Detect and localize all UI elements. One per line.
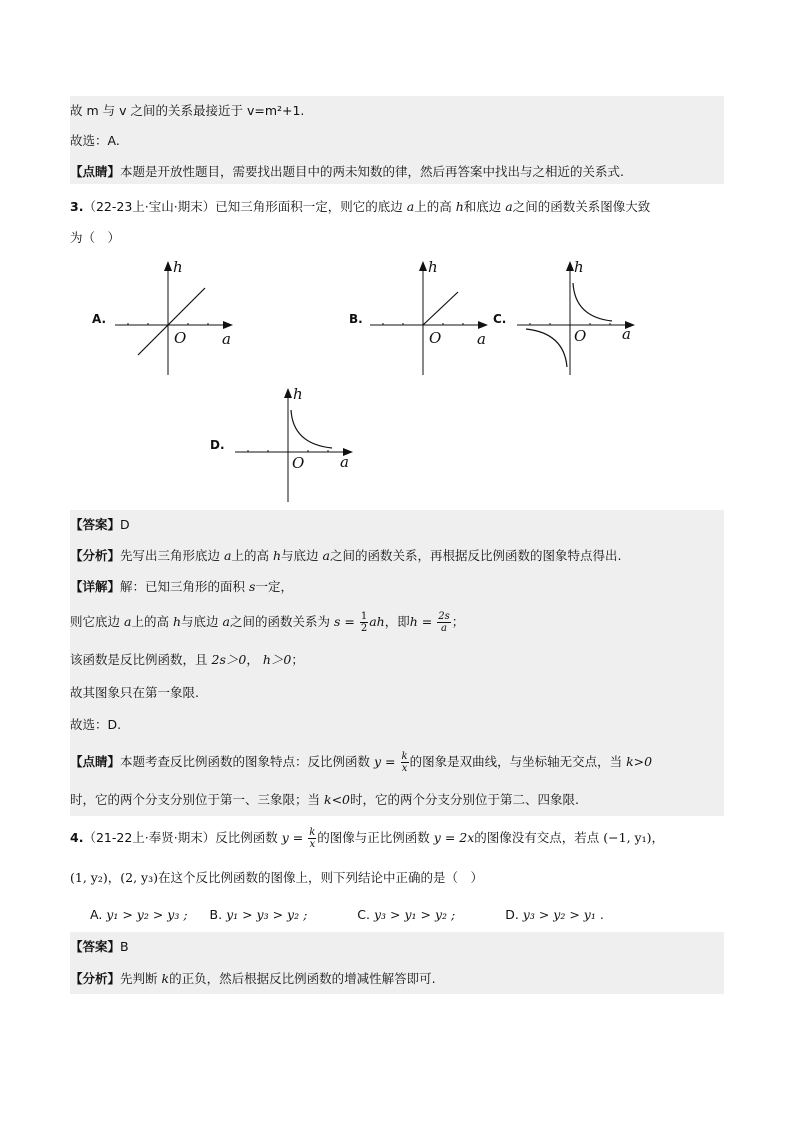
q3-stem-line2: 为（ ） [70,230,121,245]
text: 该函数是反比例函数，且 [70,652,208,667]
q3-stem-part: 之间的函数关系图像大致 [512,199,651,214]
text: 之间的函数关系为 [229,614,330,629]
fraction-k-x [401,751,409,774]
text: 反比例函数 [215,830,278,845]
eq-s: s = [333,614,355,629]
q3-source: （22-23上·宝山·期末） [83,199,216,214]
option-text: y₁ > y₂ > y₃ ; [106,907,188,922]
frac-num: k [309,827,316,838]
var-a: a [322,548,330,563]
q4-option-b [210,907,308,922]
option-label: A. [90,907,103,922]
q3-dianjing-line2 [70,790,579,810]
q3-analysis [70,546,621,566]
eq-y: y = [374,754,396,769]
frac-num: k [401,751,408,762]
text: 先判断 [120,971,158,986]
q4-option-c [357,907,455,922]
fraction-2s-a [437,611,451,634]
origin-label: O [174,329,187,347]
origin-label: O [429,329,442,347]
var-h: h [172,614,182,629]
q3-dianjing [70,751,652,774]
q2-conclusion: 故 m 与 v 之间的关系最接近于 v=m²+1. [70,103,305,118]
axis-a-label: a [622,325,631,343]
q3-stem-part: 上的高 [414,199,452,214]
text: 在这个反比例函数的图像上，则下列结论中正确的是（ ） [157,870,483,885]
var-k: k [161,971,170,986]
text: ， [246,652,259,667]
analysis-label: 【分析】 [70,548,121,563]
dianjing-label: 【点睛】 [70,754,121,769]
frac-den: a [440,623,447,634]
frac-den: x [401,763,408,774]
text: 与底边 [181,614,219,629]
origin-label: O [292,454,305,472]
text: ， [107,870,121,885]
axis-a-label: a [477,330,486,348]
option-label: B. [209,907,223,922]
q4-answer [70,937,129,957]
var-a: a [124,614,132,629]
ineq-h: h＞0 [262,652,292,667]
text: 与底边 [281,548,319,563]
axis-h-label: h [173,258,183,276]
axis-h-label: h [428,258,438,276]
answer-label: 【答案】 [70,517,121,532]
q3-detail [70,577,293,597]
answer-label: 【答案】 [70,939,121,954]
eq-y: y = [281,830,304,845]
option-text: y₃ > y₂ > y₁ . [522,907,604,922]
eq-ah: ah [369,614,385,629]
axis-a-label: a [340,453,349,471]
detail-label: 【详解】 [70,579,121,594]
q3-stem [70,197,650,217]
var-a: a [222,614,230,629]
q4-source: （21-22上·奉贤·期末） [83,830,216,845]
text: ； [291,652,304,667]
q3-option-d-label: D. [210,438,225,452]
text: 解：已知三角形的面积 [120,579,246,594]
q3-stem-part: 已知三角形面积一定，则它的底边 [215,199,403,214]
option-text: y₁ > y₃ > y₂ ; [226,907,308,922]
var-h: h [455,199,464,214]
q4-stem [70,827,664,850]
option-label: D. [505,907,519,922]
graph-option-c [512,255,642,380]
text: 本题考查反比例函数的图象特点：反比例函数 [120,754,371,769]
q3-choice: 故选：D. [70,717,122,732]
ineq-k-neg: k<0 [324,792,351,807]
graph-option-d [230,382,360,507]
point-3: (2, y₃) [120,870,158,885]
text: 一定， [255,579,293,594]
text: 时，它的两个分支分别位于第一、三象限；当 [70,792,321,807]
text: 之间的函数关系，再根据反比例函数的图象特点得出. [329,548,622,563]
origin-label: O [574,327,587,345]
var-s: s [249,579,256,594]
frac-den: 2 [360,623,368,634]
fraction-k-x [308,827,316,850]
q3-detail-line3 [70,650,304,670]
text: 先写出三角形底边 [120,548,221,563]
eq-2x: y = 2x [433,830,475,845]
frac-den: x [309,839,316,850]
analysis-label: 【分析】 [70,971,121,986]
point-1: (−1, y₁) [603,830,652,845]
dianjing-label: 【点睛】 [70,164,121,179]
text: 时，它的两个分支分别位于第二、四象限. [350,792,579,807]
q3-option-c-label: C. [493,312,507,326]
q3-detail-formula [70,611,464,634]
answer-value: B [120,939,129,954]
text: 则它底边 [70,614,121,629]
answer-value: D [120,517,130,532]
var-a: a [406,199,415,214]
eq-h: h = [409,614,433,629]
option-label: C. [357,907,370,922]
q3-detail-line4: 故其图象只在第一象限. [70,685,199,700]
q2-choice: 故选：A. [70,133,120,148]
frac-num: 2s [438,611,450,622]
text: ，即 [384,614,410,629]
text: ， [651,830,665,845]
q4-options [90,905,604,925]
point-2: (1, y₂) [70,870,108,885]
graph-option-b [365,255,495,380]
q4-stem-line2 [70,868,483,888]
var-h: h [272,548,282,563]
text: 的图象是双曲线，与坐标轴无交点，当 [409,754,623,769]
text: 的图像没有交点，若点 [474,830,600,845]
ineq-2s: 2s＞0 [211,652,247,667]
q3-option-a-label: A. [92,312,107,326]
frac-num: 1 [360,611,368,622]
axis-h-label: h [293,385,303,403]
q4-option-d [505,907,604,922]
text: 的正负，然后根据反比例函数的增减性解答即可. [169,971,436,986]
q2-dianjing [70,162,624,182]
q3-option-b-label: B. [349,312,363,326]
text: 上的高 [231,548,269,563]
fraction-half [360,611,368,634]
q4-option-a [90,907,188,922]
q4-number: 4. [70,830,84,845]
q3-stem-part: 和底边 [463,199,502,214]
q3-answer [70,515,130,535]
dianjing-text: 本题是开放性题目，需要找出题目中的两未知数的律，然后再答案中找出与之相近的关系式. [120,164,624,179]
ineq-k-pos: k>0 [626,754,653,769]
axis-h-label: h [574,258,584,276]
text: 上的高 [131,614,169,629]
text: 的图像与正比例函数 [317,830,430,845]
text: ； [451,614,465,629]
graph-option-a [110,255,240,380]
var-a: a [224,548,232,563]
axis-a-label: a [222,330,231,348]
q4-analysis [70,969,436,989]
q3-number: 3. [70,199,84,214]
option-text: y₃ > y₁ > y₂ ; [373,907,456,922]
var-a: a [505,199,513,214]
